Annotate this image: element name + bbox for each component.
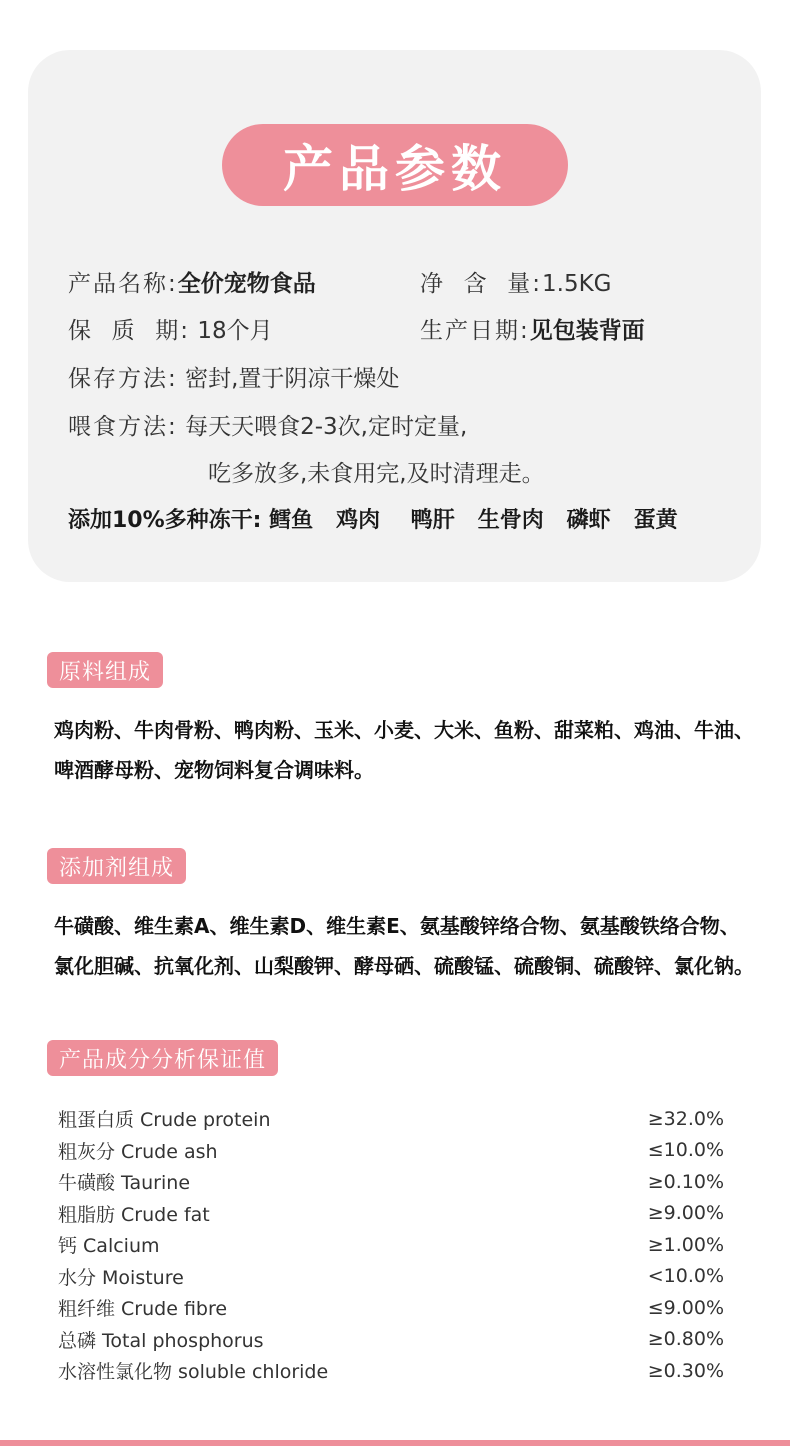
analysis-row bbox=[58, 1198, 724, 1230]
analysis-value: ≥9.00% bbox=[647, 1202, 724, 1225]
additives-tag: 添加剂组成 bbox=[47, 848, 186, 884]
analysis-table bbox=[58, 1103, 724, 1387]
spec-row-net bbox=[420, 269, 611, 299]
spec-value-net: 1.5KG bbox=[542, 271, 612, 297]
spec-value-date: 见包装背面 bbox=[529, 318, 645, 344]
spec-value-name: 全价宠物食品 bbox=[177, 271, 316, 297]
analysis-value: ≥1.00% bbox=[647, 1233, 724, 1256]
analysis-name: 粗纤维 Crude fibre bbox=[58, 1298, 228, 1321]
analysis-row bbox=[58, 1229, 724, 1261]
spec-label-date: 生产日期: bbox=[420, 318, 530, 344]
spec-row-shelf bbox=[68, 316, 273, 346]
spec-label-net: 净 含 量: bbox=[420, 271, 542, 297]
analysis-row bbox=[58, 1135, 724, 1167]
analysis-value: ≥0.30% bbox=[647, 1359, 724, 1382]
analysis-row bbox=[58, 1103, 724, 1135]
analysis-name: 粗蛋白质 Crude protein bbox=[58, 1109, 271, 1132]
spec-value-feeding-1: 每天天喂食2-3次,定时定量, bbox=[185, 414, 468, 440]
analysis-row bbox=[58, 1292, 724, 1324]
analysis-name: 粗灰分 Crude ash bbox=[58, 1140, 218, 1163]
analysis-tag: 产品成分分析保证值 bbox=[47, 1040, 278, 1076]
spec-label-shelf: 保 质 期: bbox=[68, 318, 190, 344]
analysis-name: 牛磺酸 Taurine bbox=[58, 1172, 191, 1195]
analysis-value: ≤9.00% bbox=[647, 1296, 724, 1319]
analysis-name: 粗脂肪 Crude fat bbox=[58, 1203, 210, 1226]
raw-materials-text: 鸡肉粉、牛肉骨粉、鸭肉粉、玉米、小麦、大米、鱼粉、甜菜粕、鸡油、牛油、啤酒酵母粉、宠物饲料复合调味料。 bbox=[54, 718, 754, 782]
spec-label-storage: 保存方法: bbox=[68, 366, 178, 392]
spec-value-storage: 密封,置于阴凉干燥处 bbox=[185, 366, 400, 392]
analysis-name: 水溶性氯化物 soluble chloride bbox=[58, 1361, 329, 1384]
analysis-value: ≥32.0% bbox=[647, 1107, 724, 1130]
analysis-name: 钙 Calcium bbox=[58, 1235, 160, 1258]
analysis-row bbox=[58, 1261, 724, 1293]
analysis-row bbox=[58, 1166, 724, 1198]
spec-label-feeding: 喂食方法: bbox=[68, 414, 178, 440]
analysis-value: ≤10.0% bbox=[647, 1139, 724, 1162]
spec-row-date bbox=[420, 316, 645, 346]
spec-value-feeding-2: 吃多放多,未食用完,及时清理走。 bbox=[208, 461, 545, 487]
spec-row-feeding bbox=[68, 412, 467, 442]
spec-label-name: 产品名称: bbox=[68, 271, 178, 297]
analysis-name: 总磷 Total phosphorus bbox=[58, 1329, 264, 1352]
analysis-value: ≥0.10% bbox=[647, 1170, 724, 1193]
freeze-dried-line: 添加10%多种冻干: 鳕鱼 鸡肉 鸭肝 生骨肉 磷虾 蛋黄 bbox=[68, 508, 678, 533]
section-title: 产品参数 bbox=[222, 124, 568, 206]
analysis-row bbox=[58, 1324, 724, 1356]
bottom-accent-bar bbox=[0, 1440, 790, 1446]
analysis-name: 水分 Moisture bbox=[58, 1266, 184, 1289]
analysis-row bbox=[58, 1355, 724, 1387]
spec-value-shelf: 18个月 bbox=[197, 318, 273, 344]
analysis-value: <10.0% bbox=[647, 1265, 724, 1288]
spec-row-storage bbox=[68, 364, 399, 394]
additives-text: 牛磺酸、维生素A、维生素D、维生素E、氨基酸锌络合物、氨基酸铁络合物、氯化胆碱、抗氧化剂、山梨酸钾、酵母硒、硫酸锰、硫酸铜、硫酸锌、氯化钠。 bbox=[54, 914, 754, 978]
spec-row-name bbox=[68, 269, 316, 299]
analysis-value: ≥0.80% bbox=[647, 1328, 724, 1351]
raw-materials-tag: 原料组成 bbox=[47, 652, 163, 688]
